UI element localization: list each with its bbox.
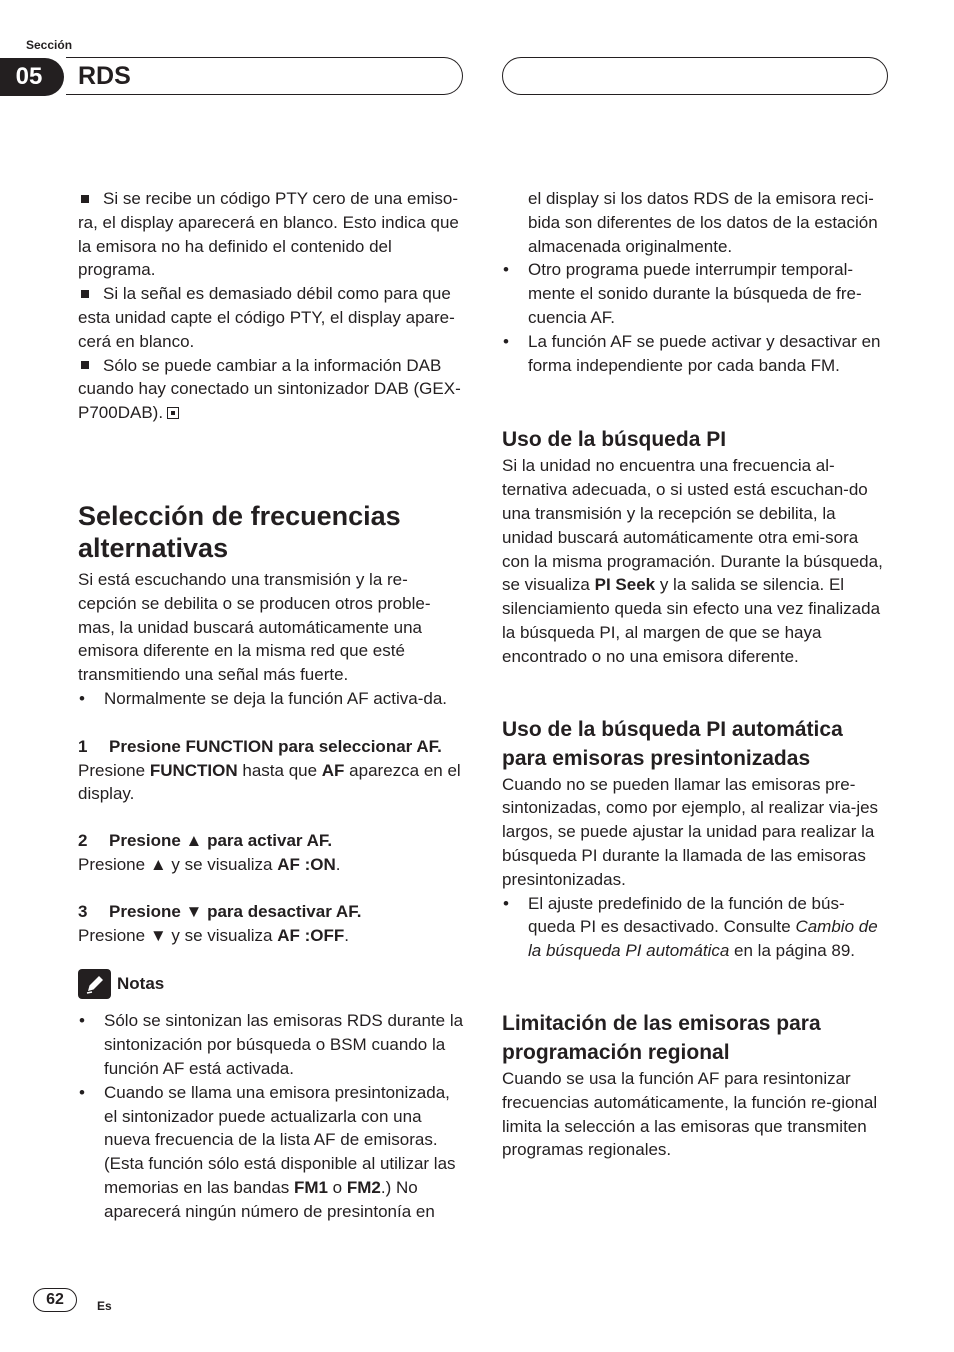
list-item: • Otro programa puede interrumpir temporal-mente el sonido durante la búsqueda de fre-cuencia AF. <box>502 258 890 329</box>
pi-text: Si la unidad no encuentra una frecuencia al-ternativa adecuada, o si usted está escuchan-do una transmisión y la recepción se debilita, la unidad buscará automáticamente otra emi-sora con la misma programación. Durante la búsqueda, se visualiza PI Seek y la salida se silencia. El silenciamiento queda sin efecto una vez finalizada la búsqueda PI, al margen de que se haya encontrado o no una emisora diferente. <box>502 456 883 666</box>
step-2-text: Presione ▲ y se visualiza AF :ON. <box>78 854 341 874</box>
section-title: RDS <box>78 61 131 90</box>
pencil-note-icon <box>78 969 111 999</box>
list-item: • Normalmente se deja la función AF activa-da. <box>78 687 466 711</box>
af-bullets <box>78 687 466 711</box>
page-number: 62 <box>33 1288 77 1312</box>
regional-text: Cuando se usa la función AF para resintonizar frecuencias automáticamente, la función re-gional limita la selección a las emisoras que transmiten programas regionales. <box>502 1068 878 1160</box>
list-item: • La función AF se puede activar y desactivar en forma independiente por cada banda FM. <box>502 330 890 378</box>
notes-header <box>78 969 466 999</box>
pi-auto-text: Cuando no se pueden llamar las emisoras pre-sintonizadas, como por ejemplo, al realizar via-jes largos, se puede ajustar la unidad para realizar la búsqueda PI durante la llamada de las emisoras presintonizadas. <box>502 774 879 889</box>
heading-regional: Limitación de las emisoras para programación regional <box>502 1011 821 1064</box>
step-1-text: Presione FUNCTION hasta que AF aparezca en el display. <box>78 760 461 804</box>
square-bullet-icon <box>81 195 89 203</box>
language-code: Es <box>97 1299 112 1313</box>
section-label: Sección <box>26 38 73 52</box>
list-item: • El ajuste predefinido de la función de bús-queda PI es desactivado. Consulte Cambio de la búsqueda PI automática en la página 89. <box>502 892 890 963</box>
notes-list <box>78 1009 466 1223</box>
pi-auto-bullets <box>502 892 890 963</box>
square-bullet-2: Si la señal es demasiado débil como para que esta unidad capte el código PTY, el display apare-cerá en blanco. <box>78 284 455 351</box>
heading-pi: Uso de la búsqueda PI <box>502 428 727 452</box>
note-bullets <box>502 258 890 377</box>
square-bullet-icon <box>81 361 89 369</box>
square-bullet-3: Sólo se puede cambiar a la información DAB cuando hay conectado un sintonizador DAB (GEX-P700DAB). <box>78 355 461 423</box>
square-bullet-1: Si se recibe un código PTY cero de una emiso-ra, el display aparecerá en blanco. Esto indica que la emisora no ha definido el contenido del programa. <box>78 189 459 280</box>
notes-title: Notas <box>117 974 165 994</box>
section-title-box <box>66 57 463 95</box>
step-3-title: 3 Presione ▼ para desactivar AF. <box>78 901 362 921</box>
step-3-text: Presione ▼ y se visualiza AF :OFF. <box>78 925 349 945</box>
heading-pi-auto: Uso de la búsqueda PI automática para emisoras presintonizadas <box>502 717 843 770</box>
header-empty-box <box>502 57 888 95</box>
right-column <box>502 187 890 1162</box>
list-item: • Cuando se llama una emisora presintonizada, el sintonizador puede actualizarla con una nueva frecuencia de la lista AF de emisoras. (Esta función sólo está disponible al utilizar las memorias en las bandas FM1 o FM2.) No aparecerá ningún número de presintonía en <box>78 1081 466 1224</box>
step-1-title: 1 Presione FUNCTION para seleccionar AF. <box>78 736 442 756</box>
note-continuation: el display si los datos RDS de la emisora reci-bida son diferentes de los datos de la estación almacenada originalmente. <box>528 189 878 256</box>
heading-af: Selección de frecuencias alternativas <box>78 500 401 563</box>
list-item: • Sólo se sintonizan las emisoras RDS durante la sintonización por búsqueda o BSM cuando la función AF está activada. <box>78 1009 466 1080</box>
square-bullet-icon <box>81 290 89 298</box>
step-2-title: 2 Presione ▲ para activar AF. <box>78 831 333 851</box>
section-number-badge: 05 <box>0 58 64 96</box>
left-column <box>78 187 466 1224</box>
af-intro: Si está escuchando una transmisión y la re-cepción se debilita o se producen otros proble-mas, la unidad buscará automáticamente una emisora diferente en la misma red que esté transmitiendo una señal más fuerte. <box>78 569 431 685</box>
end-mark-icon <box>167 407 179 419</box>
